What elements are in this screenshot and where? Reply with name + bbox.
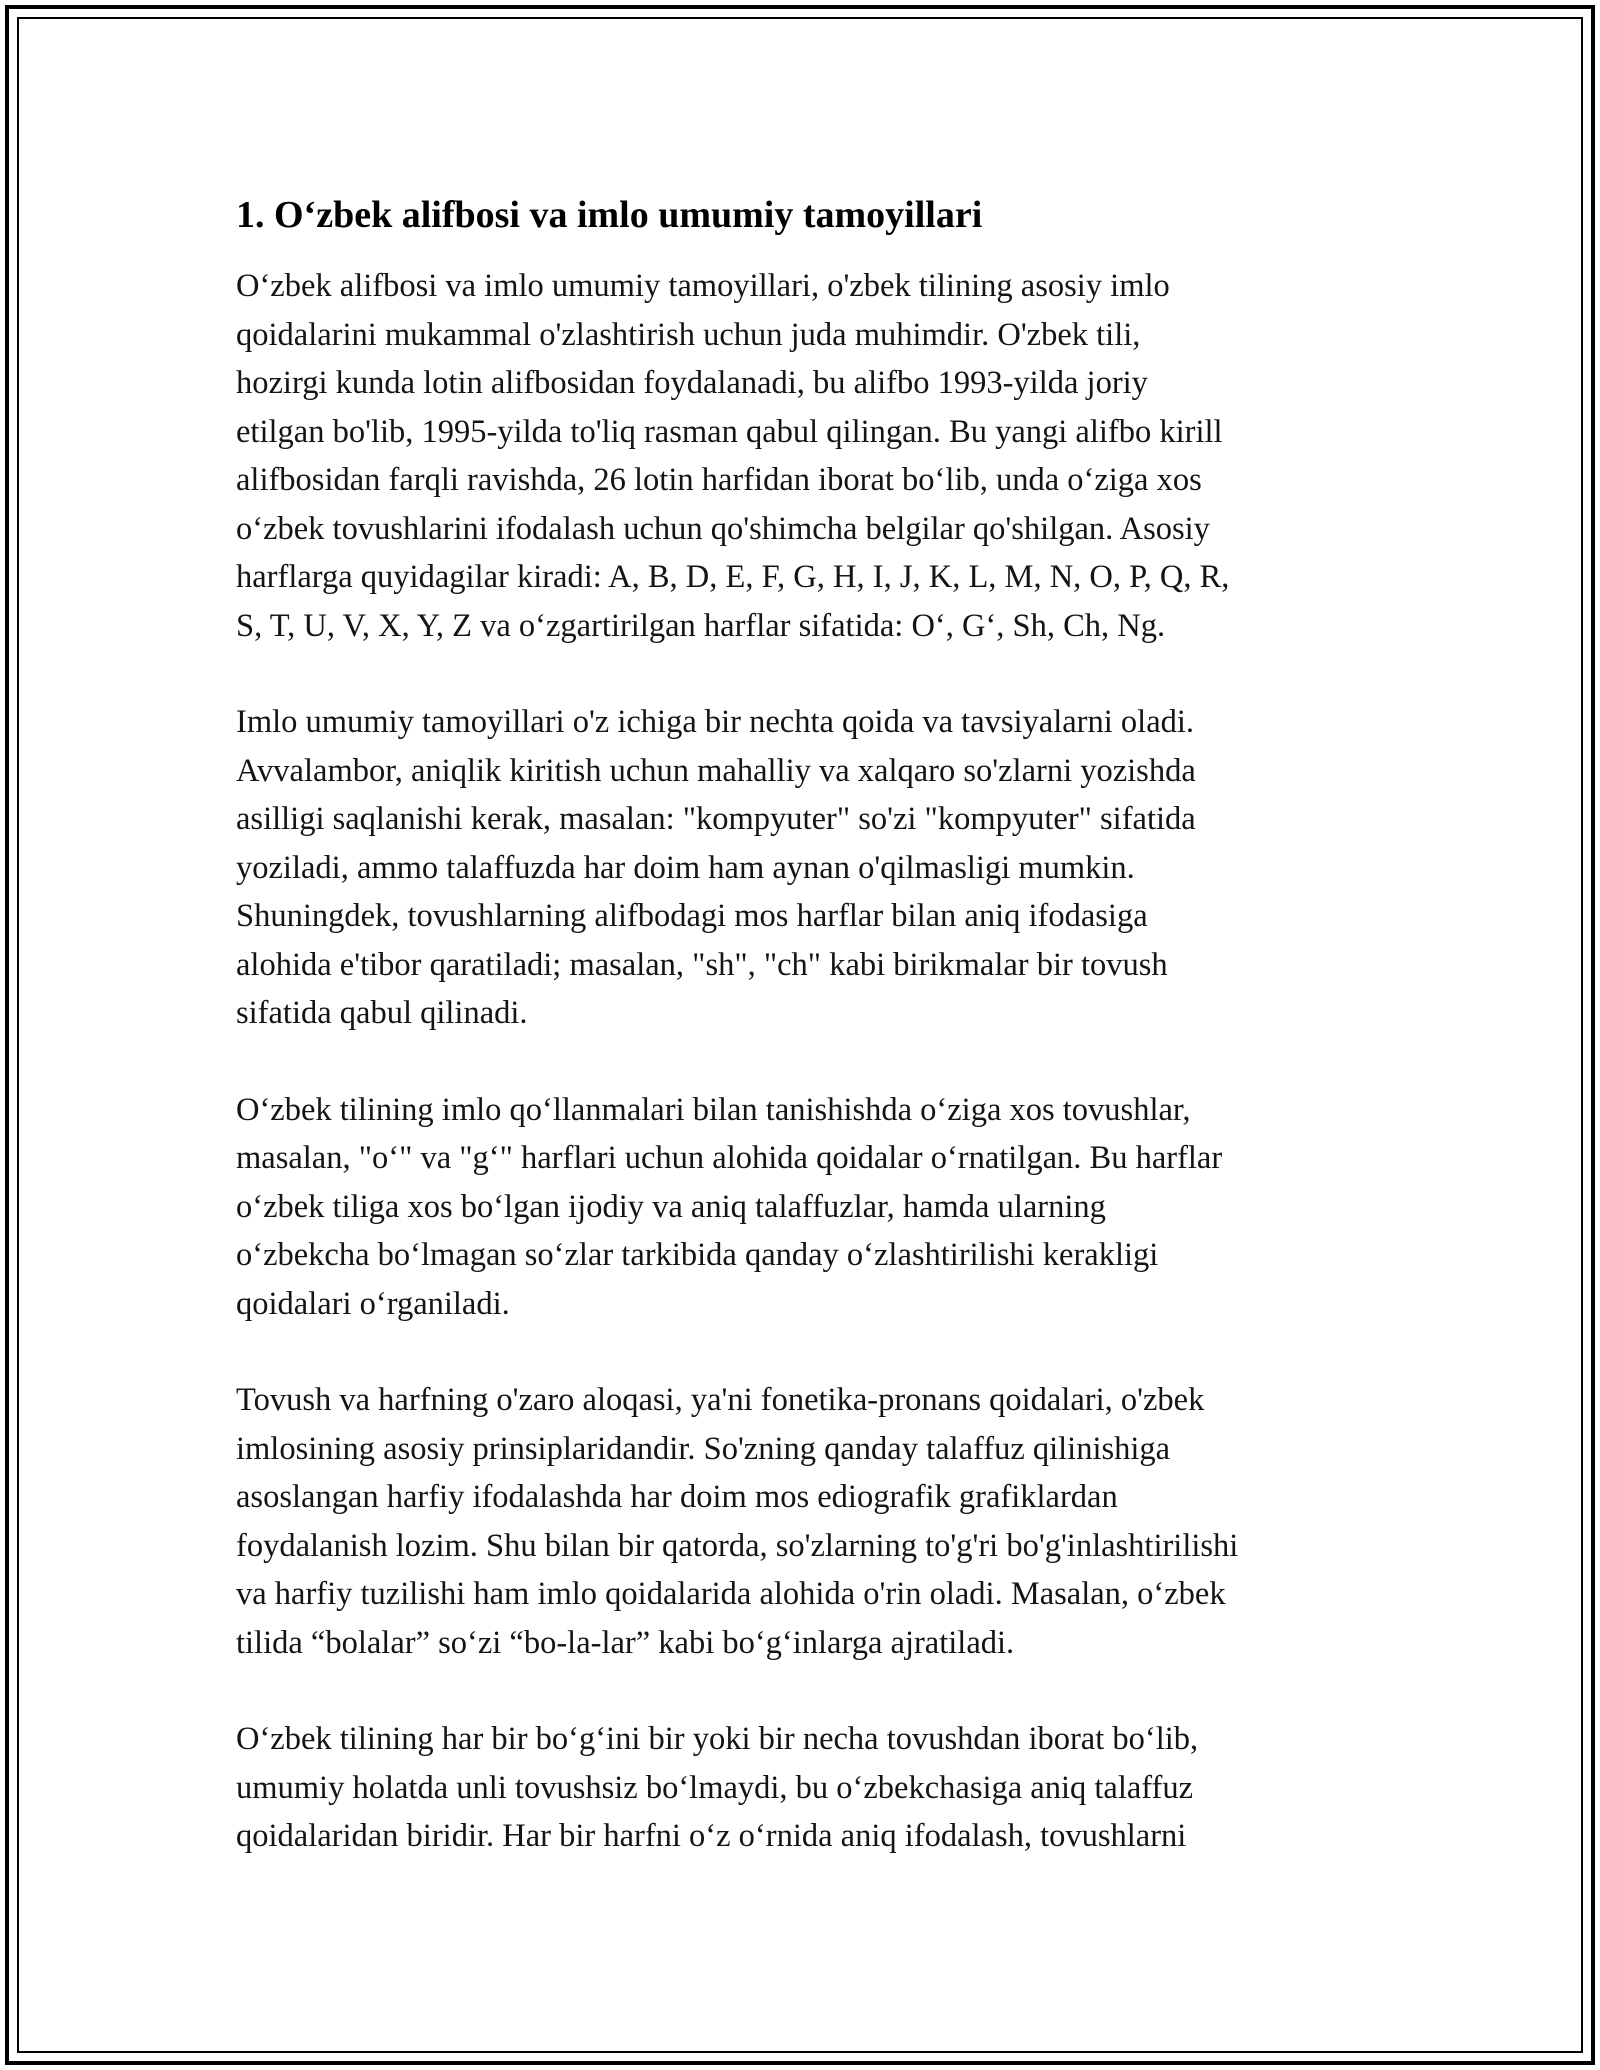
paragraph-syllables	[236, 1715, 1376, 1861]
text-line: qoidalari o‘rganiladi.	[236, 1285, 510, 1322]
text-line: o‘zbekcha bo‘lmagan so‘zlar tarkibida qanday o‘zlashtirilishi kerakligi	[236, 1237, 1159, 1273]
text-line: tilida “bolalar” so‘zi “bo-la-lar” kabi bo‘g‘inlarga ajratiladi.	[236, 1624, 1015, 1661]
text-line: S, T, U, V, X, Y, Z va o‘zgartirilgan harflar sifatida: O‘, G‘, Sh, Ch, Ng.	[236, 607, 1166, 644]
text-line: foydalanish lozim. Shu bilan bir qatorda, so'zlarning to'g'ri bo'g'inlashtirilishi	[236, 1527, 1239, 1564]
paragraph-alphabet	[236, 262, 1376, 650]
paragraph-principles	[236, 698, 1376, 1038]
text-line: sifatida qabul qilinadi.	[236, 995, 528, 1031]
text-line: o‘zbek tiliga xos bo‘lgan ijodiy va aniq talaffuzlar, hamda ularning	[236, 1188, 1106, 1225]
text-line: etilgan bo'lib, 1995-yilda to'liq rasman qabul qilingan. Bu yangi alifbo kirill	[236, 413, 1223, 450]
text-line: O‘zbek alifbosi va imlo umumiy tamoyillari, o'zbek tilining asosiy imlo	[236, 268, 1170, 304]
text-line: qoidalaridan biridir. Har bir harfni o‘z o‘rnida aniq ifodalash, tovushlarni	[236, 1818, 1187, 1854]
text-line: asilligi saqlanishi kerak, masalan: "kompyuter" so'zi "kompyuter" sifatida	[236, 801, 1196, 837]
text-line: asoslangan harfiy ifodalashda har doim mos ediografik grafiklardan	[236, 1479, 1118, 1515]
text-line: yoziladi, ammo talaffuzda har doim ham aynan o'qilmasligi mumkin.	[236, 849, 1135, 886]
text-line: alohida e'tibor qaratiladi; masalan, "sh", "ch" kabi birikmalar bir tovush	[236, 946, 1168, 983]
text-line: umumiy holatda unli tovushsiz bo‘lmaydi, bu o‘zbekchasiga aniq talaffuz	[236, 1769, 1194, 1806]
text-line: qoidalarini mukammal o'zlashtirish uchun juda muhimdir. O'zbek tili,	[236, 316, 1141, 353]
paragraph-special-letters	[236, 1086, 1376, 1329]
text-line: O‘zbek tilining har bir bo‘g‘ini bir yoki bir necha tovushdan iborat bo‘lib,	[236, 1721, 1199, 1757]
text-line: masalan, "o‘" va "g‘" harflari uchun alohida qoidalar o‘rnatilgan. Bu harflar	[236, 1140, 1223, 1176]
text-line: alifbosidan farqli ravishda, 26 lotin harfidan iborat bo‘lib, unda o‘ziga xos	[236, 462, 1202, 498]
text-line: va harfiy tuzilishi ham imlo qoidalarida alohida o'rin oladi. Masalan, o‘zbek	[236, 1576, 1226, 1612]
text-line: Shuningdek, tovushlarning alifbodagi mos harflar bilan aniq ifodasiga	[236, 898, 1148, 934]
section-heading: 1. O‘zbek alifbosi va imlo umumiy tamoyillari	[236, 194, 983, 236]
paragraph-phonetics	[236, 1376, 1376, 1667]
text-line: O‘zbek tilining imlo qo‘llanmalari bilan tanishishda o‘ziga xos tovushlar,	[236, 1091, 1191, 1128]
text-line: Tovush va harfning o'zaro aloqasi, ya'ni fonetika-pronans qoidalari, o'zbek	[236, 1382, 1205, 1418]
text-line: hozirgi kunda lotin alifbosidan foydalanadi, bu alifbo 1993-yilda joriy	[236, 365, 1148, 401]
text-line: o‘zbek tovushlarini ifodalash uchun qo'shimcha belgilar qo'shilgan. Asosiy	[236, 510, 1210, 547]
text-line: imlosining asosiy prinsiplaridandir. So'zning qanday talaffuz qilinishiga	[236, 1430, 1171, 1467]
text-line: Imlo umumiy tamoyillari o'z ichiga bir nechta qoida va tavsiyalarni oladi.	[236, 704, 1195, 740]
text-line: Avvalambor, aniqlik kiritish uchun mahalliy va xalqaro so'zlarni yozishda	[236, 752, 1196, 789]
text-line: harflarga quyidagilar kiradi: A, B, D, E, F, G, H, I, J, K, L, M, N, O, P, Q, R,	[236, 559, 1230, 595]
document-body	[236, 190, 1376, 1909]
